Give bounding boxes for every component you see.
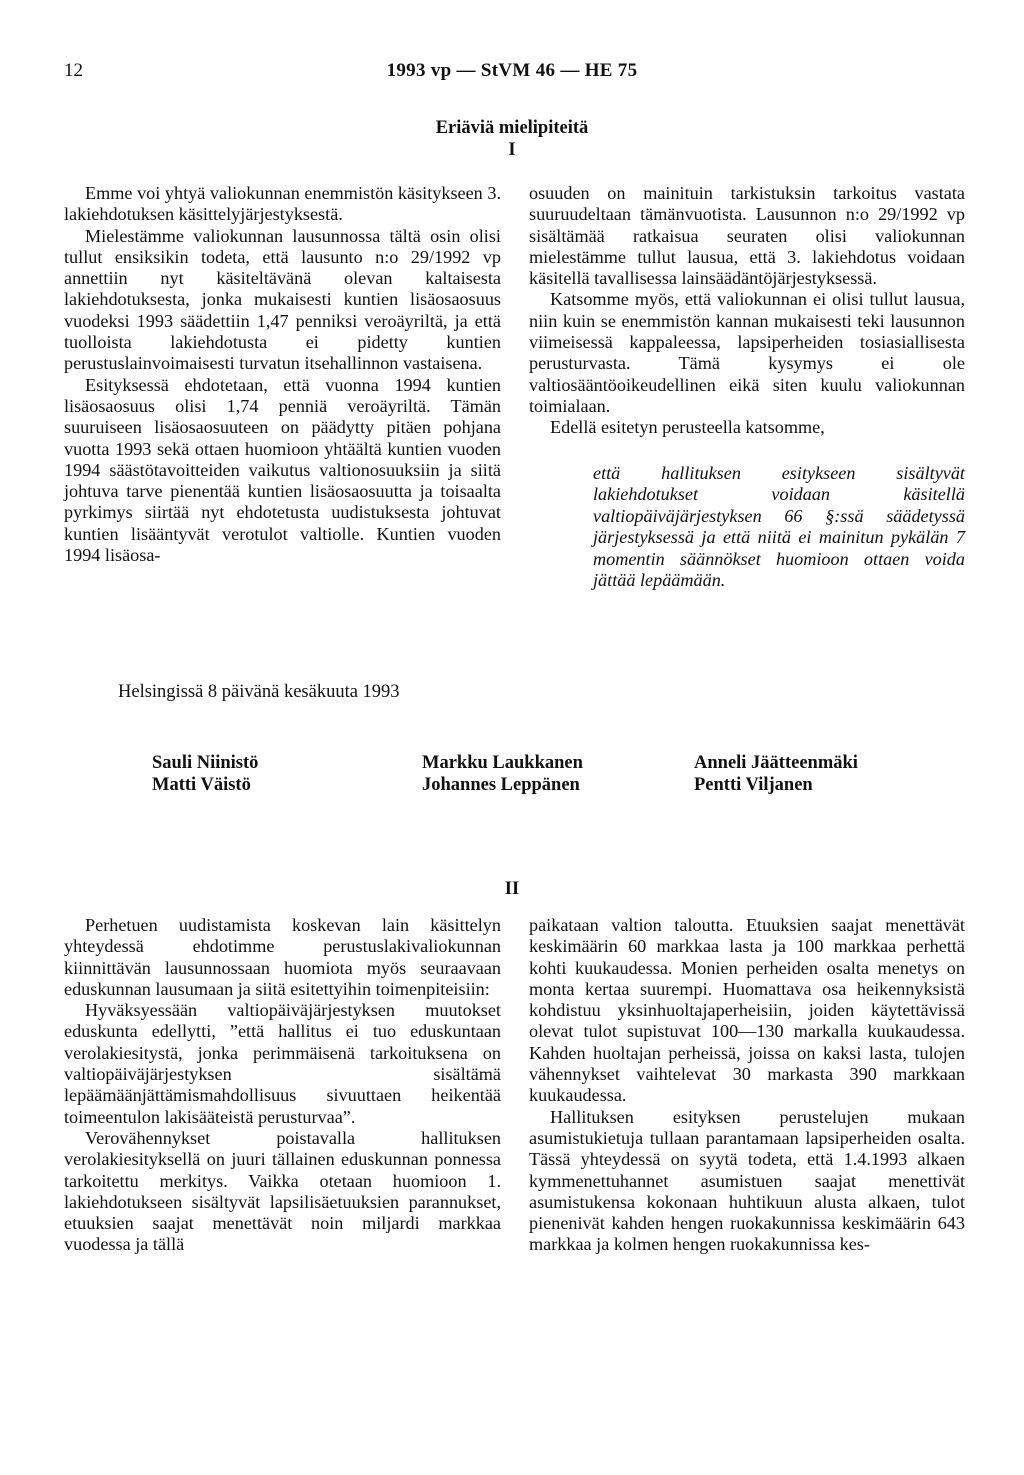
section-one-left-column <box>64 183 501 566</box>
signatory-name: Matti Väistö <box>152 775 251 795</box>
signature-group <box>422 752 583 796</box>
paragraph: osuuden on mainituin tarkistuksin tarkoitus vastata suuruudeltaan tämänvuotista. Lausunnon n:o 29/1992 vp sisältämää ratkaisua seuraten olisi valiokunnan mielestämme tullut lausua, että 3. lakiehdotus voidaan käsitellä tavallisessa lainsäädäntöjärjestyksessä. <box>529 183 965 289</box>
place-date: Helsingissä 8 päivänä kesäkuuta 1993 <box>118 682 400 702</box>
signatory-name: Markku Laukkanen <box>422 753 583 773</box>
paragraph: Emme voi yhtyä valiokunnan enemmistön käsitykseen 3. lakiehdotuksen käsittelyjärjestyksestä. <box>64 183 501 225</box>
signatory-name: Anneli Jäätteenmäki <box>694 753 858 773</box>
paragraph: paikataan valtion taloutta. Etuuksien saajat menettävät keskimäärin 60 markkaa lasta ja 100 markkaa perhettä kohti kuukaudessa. Monien perheiden osalta menetys on monta kertaa suurempi. Huomattava osa heikennyksistä kohdistuu yksinhuoltajaperheisiin, joiden käytettävissä olevat tulot supistuvat 100—130 markalla kuukaudessa. Kahden huoltajan perheissä, joissa on kaksi lasta, tulojen vähennykset vaihtelevat 30 markasta 390 markkaan kuukaudessa. <box>529 915 965 1106</box>
signature-group <box>152 752 258 796</box>
section-two-right-column <box>529 915 965 1256</box>
signatory-name: Pentti Viljanen <box>694 775 813 795</box>
section-one-right-column <box>529 183 965 592</box>
resolution-statement <box>593 463 965 592</box>
paragraph: Katsomme myös, että valiokunnan ei olisi tullut lausua, niin kuin se enemmistön kannan mukaisesti teki lausunnon viimeisessä kappaleessa, lapsiperheiden tosiasiallisesta perusturvasta. Tämä kysymys ei ole valtiosääntöoikeudellinen eikä siten kuulu valiokunnan toimialaan. <box>529 289 965 416</box>
section-one-heading <box>0 117 1024 161</box>
paragraph: Hyväksyessään valtiopäiväjärjestyksen muutokset eduskunta edellytti, ”että hallitus ei tuo eduskuntaan verolakiesitystä, jonka perimmäisenä tarkoituksena on valtiopäiväjärjestyksen sisältämä lepäämäänjättämismahdollisuus sivuuttaen heikentää toimeentulon lakisääteistä perusturvaa”. <box>64 1000 501 1127</box>
resolution-text: että hallituksen esitykseen sisältyvät lakiehdotukset voidaan käsitellä valtiopäiväjärjestyksen 66 §:ssä säädetyssä järjestyksessä ja että niitä ei mainitun pykälän 7 momentin säännökset huomioon ottaen voida jättää lepäämään. <box>593 462 965 591</box>
running-header: 1993 vp — StVM 46 — HE 75 <box>386 60 638 81</box>
paragraph: Verovähennykset poistavalla hallituksen verolakiesityksellä on juuri tällainen eduskunnan ponnessa tarkoitettu merkitys. Vaikka otetaan huomioon 1. lakiehdotukseen sisältyvät lapsilisäetuuksien parannukset, etuuksien saajat menettävät noin miljardi markkaa vuodessa ja tällä <box>64 1127 501 1255</box>
signature-group <box>694 752 858 796</box>
paragraph: Edellä esitetyn perusteella katsomme, <box>550 417 825 438</box>
section-one-title: Eriäviä mielipiteitä <box>435 118 589 138</box>
paragraph: Perhetuen uudistamista koskevan lain käsittelyn yhteydessä ehdotimme perustuslakivaliokunnan kiinnittävän lausunnossaan huomiota myös seuraavaan eduskunnan lausumaan ja siitä esitettyihin toimenpiteisiin: <box>64 915 501 999</box>
paragraph: Hallituksen esityksen perustelujen mukaan asumistukietuja tullaan parantamaan lapsiperheiden osalta. Tässä yhteydessä on syytä todeta, että 1.4.1993 alkaen kymmenettuhannet asumistuen saajat menettivät asumistukensa kokonaan huhtikuun alusta alkaen, tulot pienenivät kahden hengen ruokakunnissa keskimäärin 643 markkaa ja kolmen hengen ruokakunnissa kes- <box>529 1106 965 1255</box>
page-number: 12 <box>64 60 83 81</box>
paragraph: Mielestämme valiokunnan lausunnossa tältä osin olisi tullut ensiksikin todeta, että lausunto n:o 29/1992 vp annettiin nyt käsiteltävänä olevan kaltaisesta lakiehdotuksesta, jonka mukaisesti kuntien lisäosaosuus vuodeksi 1993 säädettiin 1,47 penniksi veroäyriltä, ja että tuolloista lakiehdotusta ei pidetty kuntien perustuslainvoimaisesti turvatun itsehallinnon vastaisena. <box>64 225 501 374</box>
section-two-numeral: II <box>504 879 520 899</box>
section-two-left-column <box>64 915 501 1256</box>
signatory-name: Sauli Niinistö <box>152 753 259 773</box>
signatory-name: Johannes Leppänen <box>422 775 580 795</box>
paragraph: Esityksessä ehdotetaan, että vuonna 1994 kuntien lisäosaosuus olisi 1,74 penniä veroäyriltä. Tämän suuruiseen lisäosaosuuteen on päädytty pitäen pohjana vuotta 1993 sekä ottaen huomioon yhtäältä kuntien vuoden 1994 säästötavoitteiden vaikutus valtionosuuksiin ja siitä johtuva tarve pienentää kuntien lisäosaosuutta ja toisaalta pyrkimys siirtää nyt ehdotetusta uudistuksesta johtuvat kuntien lisääntyvät verotulot valtiolle. Kuntien vuoden 1994 lisäosa- <box>64 374 501 566</box>
section-one-numeral: I <box>508 140 516 160</box>
